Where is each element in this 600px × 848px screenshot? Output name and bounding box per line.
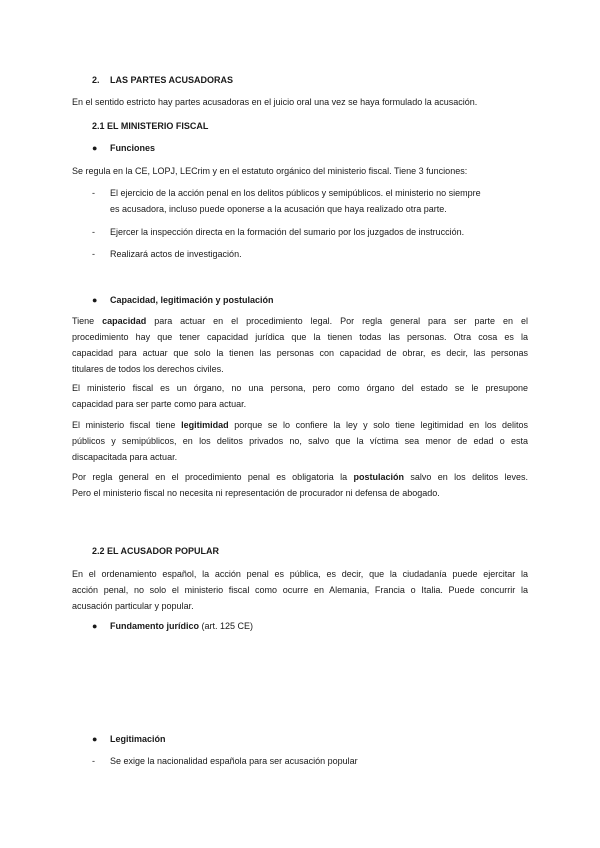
capacidad-p1-line-4: titulares de todos los derechos civiles.	[72, 364, 224, 374]
subsection-title-acusador: 2.2 EL ACUSADOR POPULAR	[92, 546, 220, 556]
funcion-item-1-line-2: es acusadora, incluso puede oponerse a la acusación que haya realizado otra parte.	[110, 204, 447, 214]
capacidad-p3-line-2: públicos y semipúblicos, en los delitos privados no, salvo que la víctima sea menor de edad o esta	[72, 436, 528, 446]
capacidad-p1-line-3: capacidad para actuar que solo la tienen las personas con capacidad de obrar, es decir, las personas	[72, 348, 528, 358]
funcion-item-3: Realizará actos de investigación.	[110, 249, 242, 259]
capacidad-p3-line-1: El ministerio fiscal tiene legitimidad porque se lo confiere la ley y solo tiene legitimidad en los delitos	[72, 420, 528, 430]
capacidad-heading: Capacidad, legitimación y postulación	[110, 295, 274, 305]
bullet-icon: ●	[92, 295, 98, 305]
capacidad-p1-line-2: procedimiento hay que tener capacidad jurídica que la tienen todas las personas. Otra cosa es la	[72, 332, 528, 342]
acusador-line-3: acusación particular y popular.	[72, 601, 194, 611]
capacidad-p2-line-1: El ministerio fiscal es un órgano, no una persona, pero como órgano del estado se le presupone	[72, 383, 528, 393]
dash-icon: -	[92, 756, 95, 766]
funcion-item-1-line-1: El ejercicio de la acción penal en los delitos públicos y semipúblicos. el ministerio no siempre	[110, 188, 481, 198]
intro-paragraph: En el sentido estricto hay partes acusadoras en el juicio oral una vez se haya formulado la acusación.	[72, 97, 478, 107]
acusador-line-2: acción penal, no solo el ministerio fiscal como ocurre en Alemania, Francia o Italia. Puede concurrir la	[72, 585, 528, 595]
capacidad-p4-line-2: Pero el ministerio fiscal no necesita ni representación de procurador ni defensa de abogado.	[72, 488, 440, 498]
capacidad-p2-line-2: capacidad para ser parte como para actuar.	[72, 399, 247, 409]
bullet-icon: ●	[92, 621, 98, 631]
bullet-icon: ●	[92, 143, 98, 153]
dash-icon: -	[92, 227, 95, 237]
capacidad-p3-line-3: discapacitada para actuar.	[72, 452, 178, 462]
acusador-line-1: En el ordenamiento español, la acción penal es pública, es decir, que la ciudadanía puede ejercitar la	[72, 569, 528, 579]
funciones-heading: Funciones	[110, 143, 156, 153]
capacidad-p4-line-1: Por regla general en el procedimiento penal es obligatoria la postulación salvo en los delitos leves.	[72, 472, 528, 482]
capacidad-p1-line-1: Tiene capacidad para actuar en el procedimiento legal. Por regla general para ser parte en el	[72, 316, 528, 326]
fundamento-heading: Fundamento jurídico (art. 125 CE)	[110, 621, 254, 631]
legitimacion-item-1: Se exige la nacionalidad española para ser acusación popular	[110, 756, 358, 766]
legitimacion-heading: Legitimación	[110, 734, 166, 744]
dash-icon: -	[92, 249, 95, 259]
bullet-icon: ●	[92, 734, 98, 744]
subsection-title-ministerio: 2.1 EL MINISTERIO FISCAL	[92, 121, 209, 131]
funcion-item-2: Ejercer la inspección directa en la formación del sumario por los juzgados de instrucción.	[110, 227, 465, 237]
funciones-intro: Se regula en la CE, LOPJ, LECrim y en el estatuto orgánico del ministerio fiscal. Tiene 3 funciones:	[72, 166, 468, 176]
dash-icon: -	[92, 188, 95, 198]
section-title: LAS PARTES ACUSADORAS	[110, 75, 234, 85]
section-number: 2.	[92, 75, 100, 85]
